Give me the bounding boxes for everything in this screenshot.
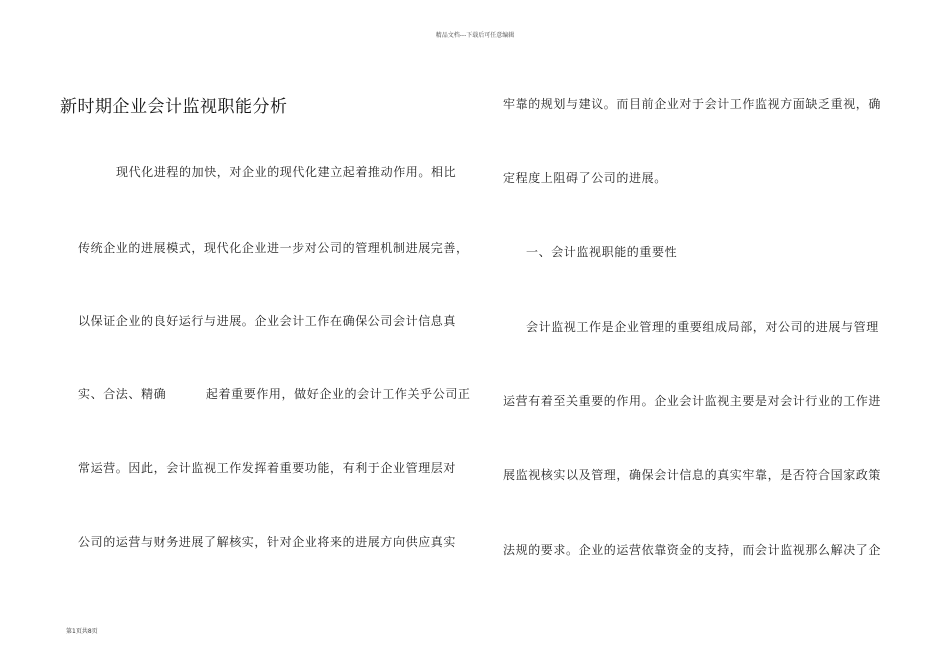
right-line-4: 会计监视工作是企业管理的重要组成局部，对公司的进展与管理 [526,320,879,334]
left-line-5: 常运营。因此，会计监视工作发挥着重要功能，有利于企业管理层对 [78,461,457,475]
page-footer [66,627,110,636]
right-line-5: 运营有着至关重要的作用。企业会计监视主要是对会计行业的工作进 [503,394,882,408]
right-line-6: 展监视核实以及管理，确保会计信息的真实牢靠，是否符合国家政策 [503,468,882,482]
left-line-3: 以保证企业的良好运行与进展。企业会计工作在确保公司会计信息真 [78,314,457,328]
section-heading: 一、会计监视职能的重要性 [526,245,678,259]
page-header: 精品文档---下载后可任意编辑 [435,32,515,39]
right-line-7: 法规的要求。企业的运营依靠资金的支持，而会计监视那么解决了企 [503,543,882,557]
page-number: 第1页共8页 [66,628,98,635]
left-line-6: 公司的运营与财务进展了解核实，针对企业将来的进展方向供应真实 [78,535,457,549]
document-title: 新时期企业会计监视职能分析 [60,97,288,117]
right-line-1: 牢靠的规划与建议。而目前企业对于会计工作监视方面缺乏重视，确 [503,97,882,111]
left-line-2: 传统企业的进展模式，现代化企业进一步对公司的管理机制进展完善， [78,241,469,255]
right-line-2: 定程度上阻碍了公司的进展。 [503,171,667,185]
left-line-1: 现代化进程的加快，对企业的现代化建立起着推动作用。相比 [116,165,457,179]
left-line-4: 实、合法、精确 起着重要作用，做好企业的会计工作关乎公司正 [78,387,471,401]
